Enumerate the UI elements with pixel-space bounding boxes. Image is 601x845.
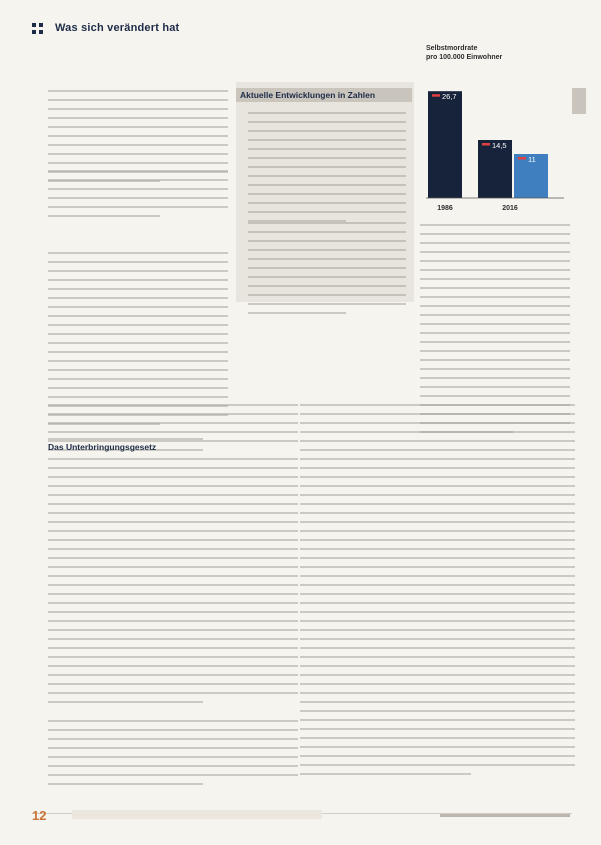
footer-brand — [72, 810, 322, 819]
chart-bar-marker — [432, 94, 440, 97]
text-line — [48, 315, 228, 317]
text-line — [48, 360, 228, 362]
text-line — [300, 557, 575, 559]
text-line — [48, 333, 228, 335]
text-line — [48, 665, 298, 667]
text-line — [248, 121, 406, 123]
text-line — [248, 258, 406, 260]
text-line — [300, 647, 575, 649]
text-line — [248, 211, 406, 213]
text-column-left-7 — [48, 720, 298, 792]
text-line — [248, 112, 406, 114]
text-line — [300, 494, 575, 496]
text-line — [48, 584, 298, 586]
text-line — [248, 303, 406, 305]
suicide-rate-chart — [420, 38, 570, 218]
text-line — [48, 602, 298, 604]
text-line — [48, 548, 298, 550]
text-line — [48, 521, 298, 523]
text-line — [248, 175, 406, 177]
text-line — [48, 683, 298, 685]
text-line — [300, 458, 575, 460]
text-line — [48, 126, 228, 128]
text-line — [48, 629, 298, 631]
text-line — [48, 530, 298, 532]
footer-meta — [440, 814, 570, 817]
text-line — [48, 215, 160, 217]
text-line — [300, 764, 575, 766]
text-line — [300, 674, 575, 676]
text-line — [48, 431, 298, 433]
text-line — [300, 737, 575, 739]
text-line — [420, 278, 570, 280]
chart-data-label: 11 — [528, 155, 536, 164]
text-line — [48, 566, 298, 568]
text-line — [300, 584, 575, 586]
text-line — [300, 539, 575, 541]
text-line — [48, 575, 298, 577]
text-line — [48, 306, 228, 308]
info-box-text-1 — [248, 112, 406, 229]
text-line — [48, 206, 228, 208]
text-line — [48, 99, 228, 101]
text-line — [300, 692, 575, 694]
text-line — [48, 351, 228, 353]
text-column-left-6 — [48, 458, 298, 710]
text-line — [300, 422, 575, 424]
text-line — [300, 593, 575, 595]
text-line — [48, 756, 298, 758]
text-line — [48, 413, 298, 415]
text-line — [420, 224, 570, 226]
text-line — [48, 620, 298, 622]
text-column-right-2 — [300, 404, 575, 782]
text-line — [300, 530, 575, 532]
text-line — [48, 188, 228, 190]
text-line — [248, 202, 406, 204]
grid-dots-icon — [32, 23, 43, 34]
text-line — [48, 197, 228, 199]
text-line — [300, 728, 575, 730]
text-line — [420, 341, 570, 343]
text-line — [300, 440, 575, 442]
text-line — [48, 783, 203, 785]
text-line — [48, 252, 228, 254]
text-line — [48, 270, 228, 272]
text-line — [300, 404, 575, 406]
text-line — [420, 296, 570, 298]
text-line — [300, 629, 575, 631]
text-line — [48, 117, 228, 119]
text-line — [48, 720, 298, 722]
text-column-left-2 — [48, 170, 228, 224]
text-line — [248, 139, 406, 141]
text-line — [300, 431, 575, 433]
text-line — [300, 449, 575, 451]
text-line — [48, 396, 228, 398]
info-box-text-2 — [248, 222, 406, 321]
chart-data-label: 26,7 — [442, 92, 457, 102]
chart-bar-marker — [482, 143, 490, 146]
text-line — [48, 467, 298, 469]
photo-credit — [574, 120, 582, 230]
info-box-title: Aktuelle Entwicklungen in Zahlen — [236, 88, 412, 102]
text-line — [248, 294, 406, 296]
text-line — [248, 249, 406, 251]
text-line — [48, 387, 228, 389]
page-number: 12 — [32, 808, 47, 823]
text-line — [300, 773, 471, 775]
text-line — [48, 324, 228, 326]
text-line — [300, 683, 575, 685]
text-line — [48, 593, 298, 595]
text-line — [420, 332, 570, 334]
text-line — [248, 267, 406, 269]
text-line — [48, 738, 298, 740]
text-line — [248, 312, 346, 314]
text-line — [420, 287, 570, 289]
text-line — [300, 521, 575, 523]
text-line — [300, 602, 575, 604]
text-line — [248, 130, 406, 132]
text-line — [248, 222, 406, 224]
text-line — [248, 231, 406, 233]
text-line — [48, 701, 203, 703]
text-line — [300, 485, 575, 487]
chart-title-line1: Selbstmordrate — [426, 45, 478, 52]
text-line — [420, 260, 570, 262]
text-line — [248, 285, 406, 287]
text-line — [248, 193, 406, 195]
chart-title-line2: pro 100.000 Einwohner — [426, 54, 503, 61]
text-line — [48, 288, 228, 290]
text-line — [48, 656, 298, 658]
text-line — [420, 233, 570, 235]
chart-svg — [420, 38, 570, 218]
text-line — [48, 692, 298, 694]
text-line — [48, 144, 228, 146]
text-line — [420, 350, 570, 352]
text-line — [48, 108, 228, 110]
text-line — [48, 611, 298, 613]
text-line — [48, 647, 298, 649]
text-line — [48, 261, 228, 263]
text-line — [420, 269, 570, 271]
text-line — [48, 512, 298, 514]
text-line — [300, 620, 575, 622]
chart-category-label: 1986 — [437, 205, 453, 212]
text-line — [300, 701, 575, 703]
page-header — [32, 22, 179, 34]
text-line — [48, 378, 228, 380]
chart-data-label: 14,5 — [492, 141, 507, 150]
text-line — [300, 719, 575, 721]
text-line — [48, 485, 298, 487]
text-line — [48, 458, 298, 460]
text-line — [300, 566, 575, 568]
text-line — [300, 665, 575, 667]
text-line — [48, 369, 228, 371]
text-line — [48, 638, 298, 640]
text-line — [48, 539, 298, 541]
text-line — [300, 413, 575, 415]
text-line — [420, 377, 570, 379]
text-line — [300, 746, 575, 748]
text-line — [48, 674, 298, 676]
text-line — [300, 638, 575, 640]
text-line — [48, 135, 228, 137]
text-line — [420, 323, 570, 325]
text-line — [48, 476, 298, 478]
text-line — [48, 494, 298, 496]
text-line — [420, 242, 570, 244]
text-line — [300, 548, 575, 550]
text-line — [48, 342, 228, 344]
text-line — [48, 404, 298, 406]
text-line — [48, 747, 298, 749]
text-line — [48, 179, 228, 181]
text-line — [300, 512, 575, 514]
chart-bar-marker — [518, 157, 526, 160]
text-line — [420, 359, 570, 361]
text-line — [248, 240, 406, 242]
text-line — [420, 395, 570, 397]
text-line — [48, 422, 298, 424]
text-line — [248, 166, 406, 168]
text-line — [48, 90, 228, 92]
text-line — [420, 251, 570, 253]
text-line — [300, 611, 575, 613]
text-line — [48, 557, 298, 559]
text-line — [48, 774, 298, 776]
text-line — [300, 710, 575, 712]
chart-bar — [428, 91, 462, 198]
text-line — [300, 467, 575, 469]
text-line — [300, 503, 575, 505]
text-line — [300, 575, 575, 577]
text-line — [48, 765, 298, 767]
chart-category-label: 2016 — [502, 205, 518, 212]
text-line — [248, 148, 406, 150]
text-line — [48, 503, 298, 505]
page-title: Was sich verändert hat — [55, 22, 180, 34]
section-heading: Das Unterbringungsgesetz — [48, 442, 157, 452]
sidebar-tab — [572, 88, 586, 114]
text-line — [300, 656, 575, 658]
text-line — [248, 184, 406, 186]
text-line — [48, 297, 228, 299]
text-line — [48, 279, 228, 281]
text-line — [300, 476, 575, 478]
text-line — [248, 157, 406, 159]
text-line — [48, 153, 228, 155]
text-line — [48, 729, 298, 731]
text-line — [420, 368, 570, 370]
text-line — [48, 162, 228, 164]
text-line — [300, 755, 575, 757]
text-line — [48, 170, 228, 172]
text-line — [248, 276, 406, 278]
text-line — [420, 386, 570, 388]
text-line — [420, 314, 570, 316]
text-line — [420, 305, 570, 307]
